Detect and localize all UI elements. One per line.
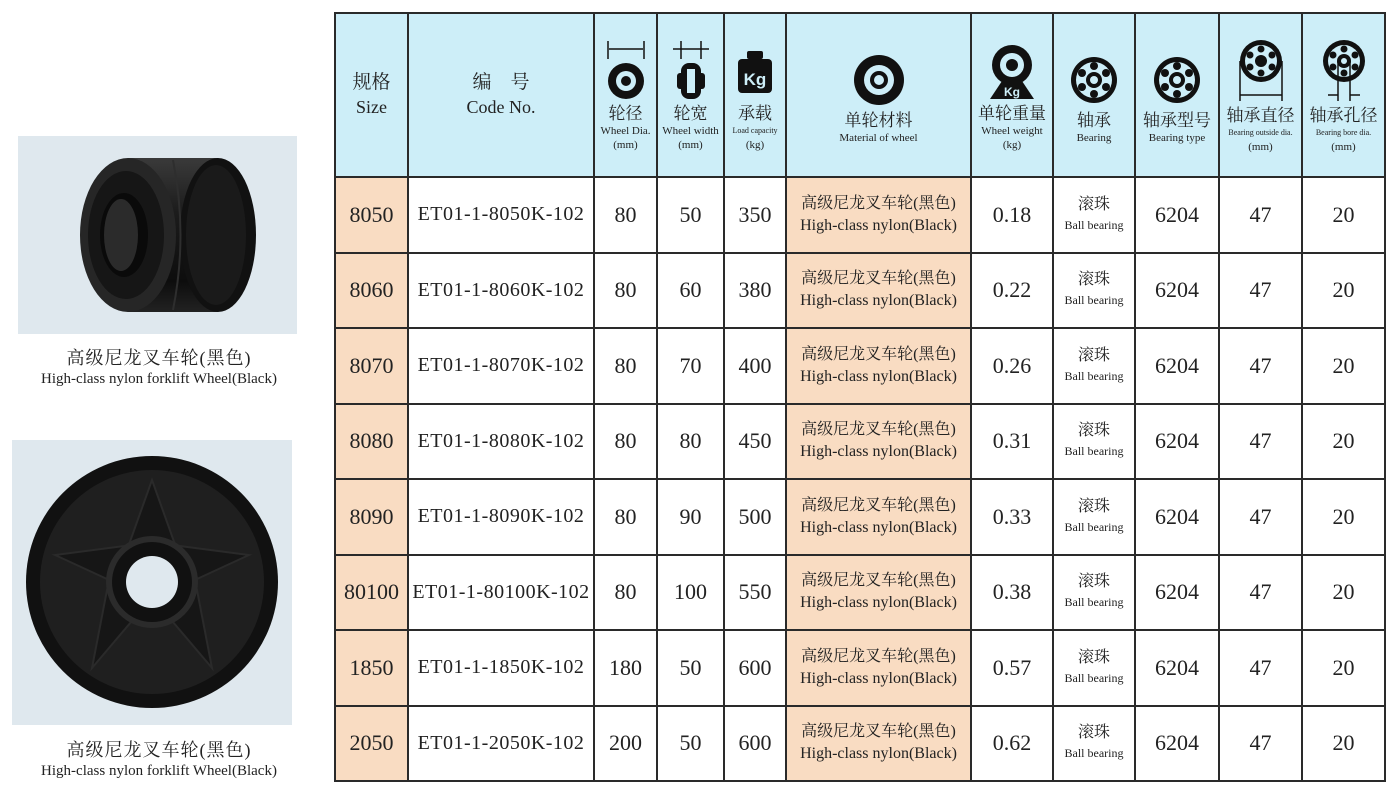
cell-wheel-width: 100 — [657, 555, 724, 631]
cell-bearing: 滚珠 Ball bearing — [1053, 555, 1135, 631]
cell-weight: 0.33 — [971, 479, 1053, 555]
cell-load: 400 — [724, 328, 786, 404]
cell-bearing: 滚珠 Ball bearing — [1053, 404, 1135, 480]
product-photo-side-view — [18, 136, 297, 334]
cell-material: 高级尼龙叉车轮(黑色) High-class nylon(Black) — [786, 630, 971, 706]
cell-code: ET01-1-8090K-102 — [408, 479, 594, 555]
header-code: 编 号 Code No. — [408, 13, 594, 177]
cell-load: 600 — [724, 630, 786, 706]
cell-code: ET01-1-80100K-102 — [408, 555, 594, 631]
cell-bearing-bore: 20 — [1302, 630, 1385, 706]
cell-load: 350 — [724, 177, 786, 253]
svg-text:Kg: Kg — [743, 69, 767, 89]
cell-wheel-dia: 80 — [594, 479, 657, 555]
bearing-bore-dia-icon — [1316, 37, 1372, 103]
cell-bearing-od: 47 — [1219, 479, 1302, 555]
cell-weight: 0.18 — [971, 177, 1053, 253]
product-name-en: High-class nylon forklift Wheel(Black) — [41, 763, 277, 779]
cell-bearing-bore: 20 — [1302, 555, 1385, 631]
cell-load: 600 — [724, 706, 786, 782]
bearing-outside-dia-icon — [1233, 37, 1289, 103]
cell-code: ET01-1-2050K-102 — [408, 706, 594, 782]
cell-material: 高级尼龙叉车轮(黑色) High-class nylon(Black) — [786, 479, 971, 555]
cell-bearing-type: 6204 — [1135, 479, 1219, 555]
cell-bearing: 滚珠 Ball bearing — [1053, 253, 1135, 329]
cell-material: 高级尼龙叉车轮(黑色) High-class nylon(Black) — [786, 404, 971, 480]
cell-bearing-type: 6204 — [1135, 706, 1219, 782]
cell-bearing-bore: 20 — [1302, 706, 1385, 782]
product-photo-front-view — [12, 440, 292, 725]
table-row — [335, 706, 1385, 782]
cell-bearing: 滚珠 Ball bearing — [1053, 177, 1135, 253]
table-body — [335, 177, 1385, 781]
cell-bearing-type: 6204 — [1135, 177, 1219, 253]
cell-wheel-dia: 80 — [594, 253, 657, 329]
cell-bearing-type: 6204 — [1135, 328, 1219, 404]
cell-bearing-od: 47 — [1219, 177, 1302, 253]
cell-bearing-bore: 20 — [1302, 479, 1385, 555]
wheel-material-icon — [851, 46, 907, 108]
table-row — [335, 479, 1385, 555]
cell-bearing-bore: 20 — [1302, 253, 1385, 329]
cell-size: 1850 — [335, 630, 408, 706]
cell-wheel-width: 50 — [657, 630, 724, 706]
wheel-weight-icon — [982, 39, 1042, 101]
cell-material: 高级尼龙叉车轮(黑色) High-class nylon(Black) — [786, 706, 971, 782]
kg-weight-icon — [735, 39, 775, 101]
cell-size: 8060 — [335, 253, 408, 329]
cell-wheel-dia: 80 — [594, 404, 657, 480]
cell-weight: 0.62 — [971, 706, 1053, 782]
header-material: 单轮材料 Material of wheel — [786, 13, 971, 177]
cell-bearing-type: 6204 — [1135, 404, 1219, 480]
product-name-zh: 高级尼龙叉车轮(黑色) — [66, 348, 252, 368]
table-row — [335, 177, 1385, 253]
cell-bearing-od: 47 — [1219, 630, 1302, 706]
cell-bearing-type: 6204 — [1135, 630, 1219, 706]
cell-bearing-od: 47 — [1219, 253, 1302, 329]
table-row — [335, 328, 1385, 404]
bearing-type-icon — [1152, 46, 1202, 108]
cell-bearing-type: 6204 — [1135, 555, 1219, 631]
cell-wheel-width: 80 — [657, 404, 724, 480]
header-wheel-width: 轮宽 Wheel width (mm) — [657, 13, 724, 177]
table-row — [335, 555, 1385, 631]
cell-wheel-dia: 200 — [594, 706, 657, 782]
table-row — [335, 253, 1385, 329]
cell-weight: 0.38 — [971, 555, 1053, 631]
cell-code: ET01-1-8080K-102 — [408, 404, 594, 480]
cell-wheel-width: 70 — [657, 328, 724, 404]
cell-load: 380 — [724, 253, 786, 329]
header-size: 规格 Size — [335, 13, 408, 177]
cell-size: 8090 — [335, 479, 408, 555]
cell-wheel-width: 50 — [657, 177, 724, 253]
wheel-width-icon — [669, 39, 713, 101]
cell-bearing-bore: 20 — [1302, 404, 1385, 480]
cell-bearing: 滚珠 Ball bearing — [1053, 630, 1135, 706]
svg-text:Kg: Kg — [1004, 84, 1020, 99]
cell-bearing-od: 47 — [1219, 328, 1302, 404]
table-row — [335, 404, 1385, 480]
product-name-zh: 高级尼龙叉车轮(黑色) — [66, 740, 252, 760]
header-weight: Kg 单轮重量 Wheel weight (kg) — [971, 13, 1053, 177]
spec-table — [334, 12, 1386, 782]
cell-code: ET01-1-8070K-102 — [408, 328, 594, 404]
cell-bearing-bore: 20 — [1302, 328, 1385, 404]
cell-bearing: 滚珠 Ball bearing — [1053, 706, 1135, 782]
cell-size: 8050 — [335, 177, 408, 253]
cell-bearing-od: 47 — [1219, 555, 1302, 631]
wheel-diameter-icon — [604, 39, 648, 101]
wheel-side-view-image — [18, 136, 297, 334]
cell-weight: 0.26 — [971, 328, 1053, 404]
cell-load: 450 — [724, 404, 786, 480]
cell-code: ET01-1-1850K-102 — [408, 630, 594, 706]
cell-weight: 0.31 — [971, 404, 1053, 480]
product-name-en: High-class nylon forklift Wheel(Black) — [41, 371, 277, 387]
header-wheel-dia: 轮径 Wheel Dia. (mm) — [594, 13, 657, 177]
cell-weight: 0.57 — [971, 630, 1053, 706]
cell-code: ET01-1-8060K-102 — [408, 253, 594, 329]
cell-wheel-width: 60 — [657, 253, 724, 329]
cell-bearing-od: 47 — [1219, 706, 1302, 782]
cell-bearing: 滚珠 Ball bearing — [1053, 479, 1135, 555]
cell-material: 高级尼龙叉车轮(黑色) High-class nylon(Black) — [786, 328, 971, 404]
wheel-front-view-image — [12, 440, 292, 725]
cell-wheel-dia: 80 — [594, 555, 657, 631]
cell-size: 8070 — [335, 328, 408, 404]
cell-wheel-width: 50 — [657, 706, 724, 782]
product-caption-2 — [0, 740, 318, 782]
ball-bearing-icon — [1069, 46, 1119, 108]
cell-material: 高级尼龙叉车轮(黑色) High-class nylon(Black) — [786, 555, 971, 631]
header-bearing-type: 轴承型号 Bearing type — [1135, 13, 1219, 177]
header-load: Kg 承载 Load capacity (kg) — [724, 13, 786, 177]
cell-wheel-dia: 80 — [594, 177, 657, 253]
cell-bearing-type: 6204 — [1135, 253, 1219, 329]
table-row — [335, 630, 1385, 706]
header-bearing: 轴承 Bearing — [1053, 13, 1135, 177]
cell-bearing-bore: 20 — [1302, 177, 1385, 253]
cell-code: ET01-1-8050K-102 — [408, 177, 594, 253]
cell-load: 550 — [724, 555, 786, 631]
cell-material: 高级尼龙叉车轮(黑色) High-class nylon(Black) — [786, 177, 971, 253]
cell-load: 500 — [724, 479, 786, 555]
cell-wheel-dia: 80 — [594, 328, 657, 404]
table-header — [335, 13, 1385, 177]
cell-size: 8080 — [335, 404, 408, 480]
cell-size: 80100 — [335, 555, 408, 631]
header-bearing-bore-dia: 轴承孔径 Bearing bore dia. (mm) — [1302, 13, 1385, 177]
cell-size: 2050 — [335, 706, 408, 782]
cell-bearing: 滚珠 Ball bearing — [1053, 328, 1135, 404]
cell-weight: 0.22 — [971, 253, 1053, 329]
cell-material: 高级尼龙叉车轮(黑色) High-class nylon(Black) — [786, 253, 971, 329]
header-bearing-outside-dia: 轴承直径 Bearing outside dia. (mm) — [1219, 13, 1302, 177]
cell-bearing-od: 47 — [1219, 404, 1302, 480]
product-caption-1 — [0, 348, 318, 390]
cell-wheel-dia: 180 — [594, 630, 657, 706]
cell-wheel-width: 90 — [657, 479, 724, 555]
